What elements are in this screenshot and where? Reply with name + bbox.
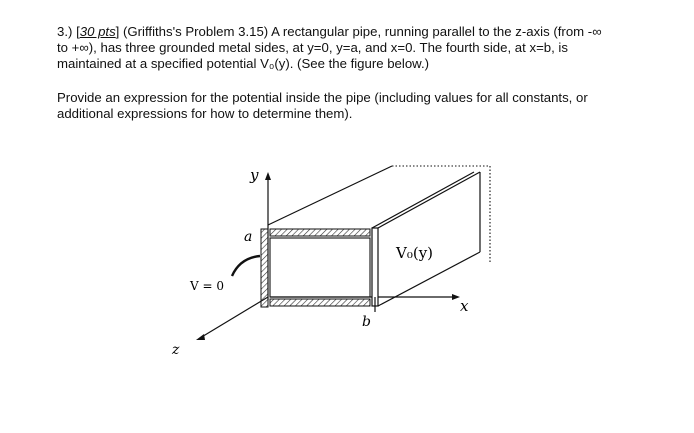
y-axis-label: y <box>250 166 259 184</box>
left-grounded-side <box>261 229 268 307</box>
prompt-line-2: additional expressions for how to determine them). <box>57 105 353 121</box>
prompt-paragraph <box>57 90 647 122</box>
right-top-long-edge <box>378 172 480 228</box>
bottom-grounded-side <box>270 299 370 306</box>
problem-statement <box>57 24 647 122</box>
problem-paragraph <box>57 24 647 73</box>
problem-line-3: maintained at a specified potential V₀(y). (See the figure below.) <box>57 56 429 72</box>
v-zero-label: V = 0 <box>190 279 224 293</box>
points-close-bracket: ] <box>115 24 120 39</box>
points-value: 30 pts <box>79 24 116 39</box>
pipe-figure <box>160 158 500 363</box>
problem-line-2: to +∞), has three grounded metal sides, at y=0, y=a, and x=0. The fourth side, at x=b, is <box>57 40 568 56</box>
pipe-diagram <box>160 158 500 358</box>
y-axis-arrow <box>265 172 271 180</box>
a-label: a <box>244 229 253 245</box>
points-open-bracket: [ <box>76 24 80 39</box>
b-label: b <box>362 314 371 330</box>
top-grounded-side <box>270 229 370 236</box>
v-zero-pointer <box>232 256 260 276</box>
v0-label: V₀(y) <box>396 244 434 262</box>
z-axis-arrow <box>196 334 205 340</box>
top-back-edge <box>268 166 392 225</box>
prompt-line-1: Provide an expression for the potential inside the pipe (including values for all constants, or <box>57 89 588 105</box>
pipe-interior <box>270 238 370 297</box>
x-axis-arrow <box>452 294 460 300</box>
potential-side <box>372 228 378 306</box>
problem-number: 3.) <box>57 24 73 39</box>
x-axis-label: x <box>460 297 469 315</box>
z-axis <box>200 297 268 338</box>
upper-right-long-edge <box>372 172 474 228</box>
problem-line-1: (Griffiths's Problem 3.15) A rectangular pipe, running parallel to the z-axis (from -∞ <box>123 24 602 39</box>
z-axis-label: z <box>172 342 180 358</box>
